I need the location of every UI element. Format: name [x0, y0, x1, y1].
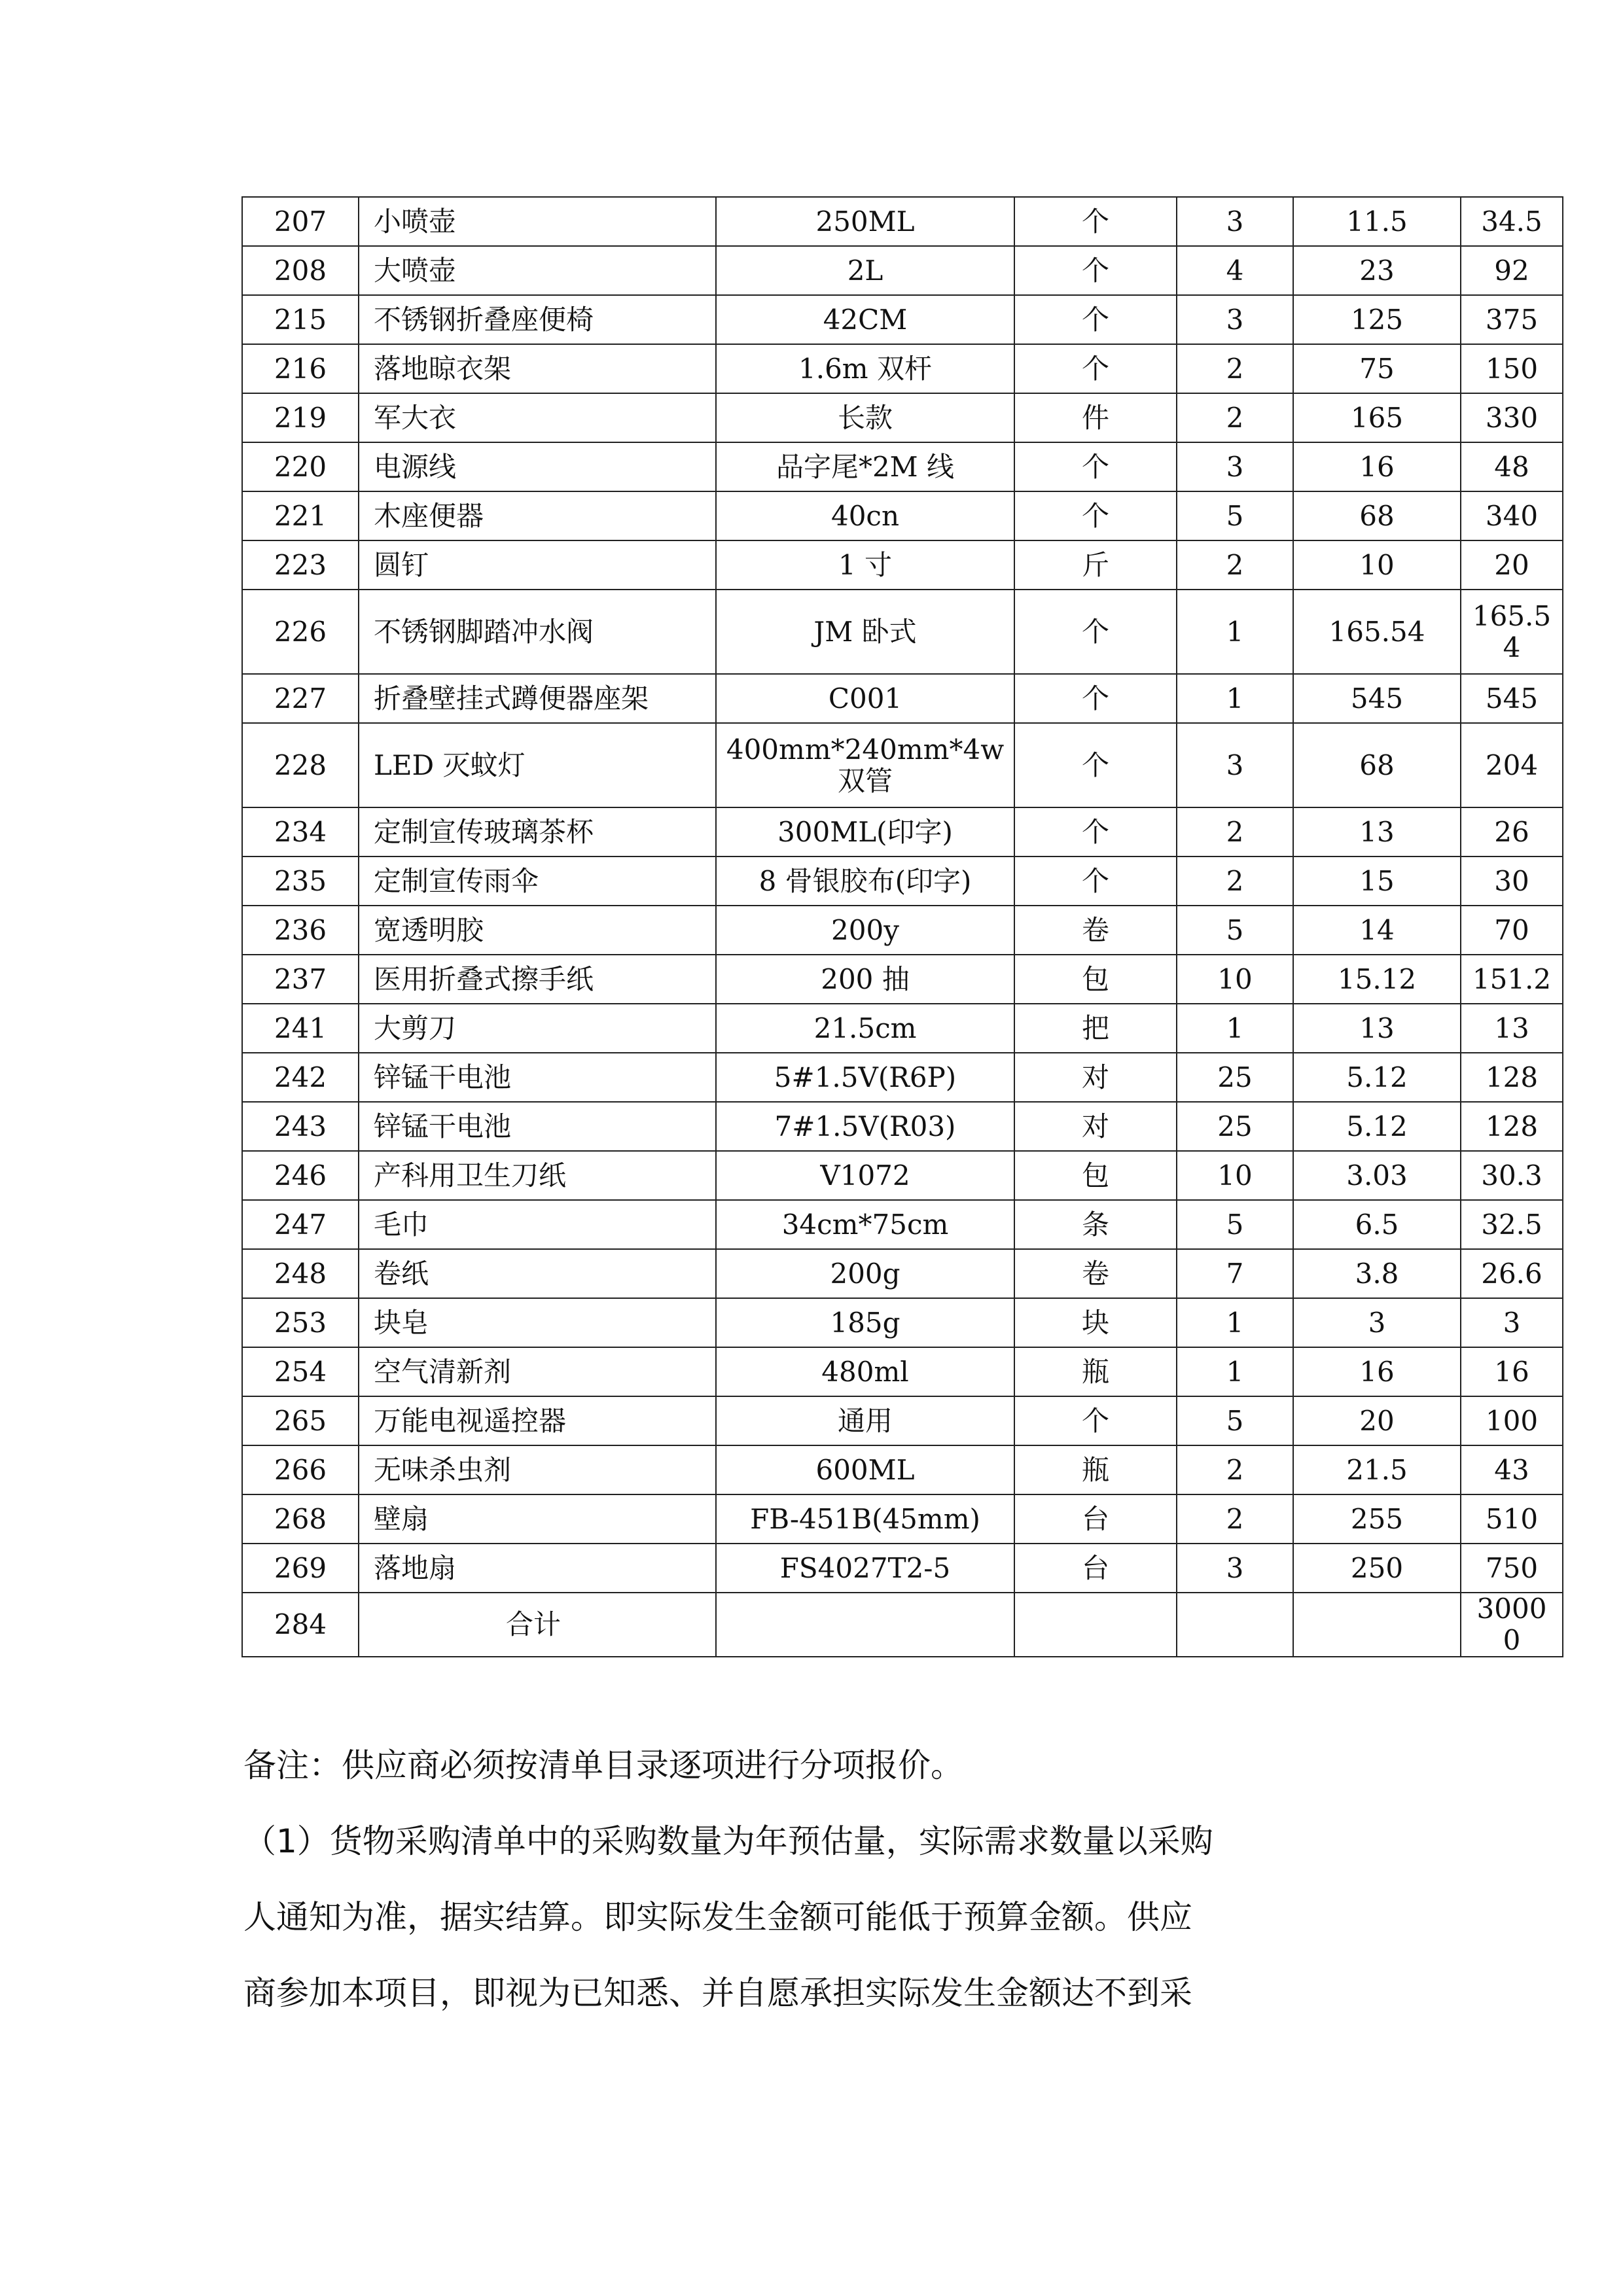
cell-item-unit: 包 — [1014, 955, 1177, 1004]
cell-item-qty: 5 — [1177, 906, 1293, 955]
cell-item-no: 234 — [242, 807, 359, 857]
cell-item-name: 卷纸 — [359, 1249, 716, 1298]
cell-item-name: 万能电视遥控器 — [359, 1396, 716, 1445]
cell-item-no: 219 — [242, 393, 359, 442]
cell-item-price: 68 — [1293, 491, 1461, 540]
cell-item-spec: C001 — [716, 674, 1014, 723]
cell-item-amount: 150 — [1461, 344, 1563, 393]
table-row — [242, 1004, 1563, 1053]
cell-item-no: 221 — [242, 491, 359, 540]
cell-item-price: 545 — [1293, 674, 1461, 723]
cell-item-unit: 个 — [1014, 344, 1177, 393]
cell-item-amount: 165.54 — [1461, 590, 1563, 674]
table-row — [242, 1544, 1563, 1593]
cell-item-name: 定制宣传玻璃茶杯 — [359, 807, 716, 857]
cell-item-name: LED 灭蚊灯 — [359, 723, 716, 807]
cell-item-no: 246 — [242, 1151, 359, 1200]
cell-item-qty: 1 — [1177, 674, 1293, 723]
cell-item-price: 255 — [1293, 1494, 1461, 1544]
cell-item-spec: 300ML(印字) — [716, 807, 1014, 857]
cell-item-price: 15 — [1293, 857, 1461, 906]
table-row — [242, 1445, 1563, 1494]
cell-item-unit: 条 — [1014, 1200, 1177, 1249]
cell-item-spec: JM 卧式 — [716, 590, 1014, 674]
table-row — [242, 1396, 1563, 1445]
cell-item-spec: 42CM — [716, 295, 1014, 344]
cell-item-no: 236 — [242, 906, 359, 955]
cell-item-no: 265 — [242, 1396, 359, 1445]
cell-item-name: 锌锰干电池 — [359, 1102, 716, 1151]
cell-item-name: 医用折叠式擦手纸 — [359, 955, 716, 1004]
table-row — [242, 295, 1563, 344]
cell-item-unit: 台 — [1014, 1494, 1177, 1544]
cell-item-name: 小喷壶 — [359, 197, 716, 246]
cell-item-no: 223 — [242, 540, 359, 590]
cell-item-price: 16 — [1293, 1347, 1461, 1396]
cell-item-amount: 545 — [1461, 674, 1563, 723]
cell-item-qty: 3 — [1177, 723, 1293, 807]
cell-item-qty: 7 — [1177, 1249, 1293, 1298]
cell-item-no: 235 — [242, 857, 359, 906]
cell-item-unit: 块 — [1014, 1298, 1177, 1347]
table-row — [242, 540, 1563, 590]
cell-item-spec: 600ML — [716, 1445, 1014, 1494]
cell-item-spec: 2L — [716, 246, 1014, 295]
cell-item-amount: 100 — [1461, 1396, 1563, 1445]
cell-item-no: 237 — [242, 955, 359, 1004]
cell-item-name: 无味杀虫剂 — [359, 1445, 716, 1494]
cell-item-no: 226 — [242, 590, 359, 674]
cell-item-qty: 25 — [1177, 1102, 1293, 1151]
cell-item-unit: 个 — [1014, 491, 1177, 540]
cell-item-name: 折叠壁挂式蹲便器座架 — [359, 674, 716, 723]
cell-item-spec: 250ML — [716, 197, 1014, 246]
cell-item-qty: 2 — [1177, 344, 1293, 393]
cell-item-amount: 70 — [1461, 906, 1563, 955]
cell-item-name: 电源线 — [359, 442, 716, 491]
cell-item-amount: 510 — [1461, 1494, 1563, 1544]
cell-item-price: 6.5 — [1293, 1200, 1461, 1249]
cell-item-amount: 20 — [1461, 540, 1563, 590]
cell-item-qty: 5 — [1177, 1396, 1293, 1445]
cell-item-qty: 2 — [1177, 857, 1293, 906]
cell-item-spec: 34cm*75cm — [716, 1200, 1014, 1249]
cell-item-price: 75 — [1293, 344, 1461, 393]
cell-item-unit: 个 — [1014, 857, 1177, 906]
cell-item-no: 216 — [242, 344, 359, 393]
cell-total-label: 合计 — [359, 1593, 716, 1657]
cell-item-unit: 瓶 — [1014, 1445, 1177, 1494]
cell-item-price: 165.54 — [1293, 590, 1461, 674]
cell-item-no: 269 — [242, 1544, 359, 1593]
cell-item-name: 产科用卫生刀纸 — [359, 1151, 716, 1200]
table-row — [242, 1102, 1563, 1151]
cell-item-amount: 30 — [1461, 857, 1563, 906]
cell-item-no: 215 — [242, 295, 359, 344]
cell-item-unit: 个 — [1014, 1396, 1177, 1445]
cell-item-amount: 13 — [1461, 1004, 1563, 1053]
cell-item-no: 220 — [242, 442, 359, 491]
cell-item-name: 落地晾衣架 — [359, 344, 716, 393]
remarks-line-3: 人通知为准，据实结算。即实际发生金额可能低于预算金额。供应 — [243, 1898, 1192, 1936]
cell-item-unit: 对 — [1014, 1053, 1177, 1102]
cell-item-unit: 个 — [1014, 442, 1177, 491]
cell-item-spec: 1 寸 — [716, 540, 1014, 590]
cell-item-unit: 个 — [1014, 295, 1177, 344]
cell-item-no: 248 — [242, 1249, 359, 1298]
cell-item-price: 125 — [1293, 295, 1461, 344]
cell-item-unit: 包 — [1014, 1151, 1177, 1200]
cell-item-name: 宽透明胶 — [359, 906, 716, 955]
cell-item-price: 3.8 — [1293, 1249, 1461, 1298]
cell-item-spec: 185g — [716, 1298, 1014, 1347]
table-row — [242, 674, 1563, 723]
table-row — [242, 491, 1563, 540]
table-row — [242, 906, 1563, 955]
cell-item-name: 壁扇 — [359, 1494, 716, 1544]
remarks-line-4: 商参加本项目，即视为已知悉、并自愿承担实际发生金额达不到采 — [243, 1974, 1192, 2012]
cell-item-spec: 8 骨银胶布(印字) — [716, 857, 1014, 906]
cell-item-qty: 25 — [1177, 1053, 1293, 1102]
cell-item-qty: 1 — [1177, 1347, 1293, 1396]
cell-item-amount: 30.3 — [1461, 1151, 1563, 1200]
table-row — [242, 1347, 1563, 1396]
cell-item-qty: 3 — [1177, 295, 1293, 344]
table-row — [242, 393, 1563, 442]
cell-item-qty: 5 — [1177, 491, 1293, 540]
cell-item-name: 定制宣传雨伞 — [359, 857, 716, 906]
cell-item-price: 13 — [1293, 1004, 1461, 1053]
cell-item-no: 247 — [242, 1200, 359, 1249]
cell-item-unit: 斤 — [1014, 540, 1177, 590]
cell-item-spec: 通用 — [716, 1396, 1014, 1445]
cell-item-amount: 92 — [1461, 246, 1563, 295]
table-row — [242, 197, 1563, 246]
cell-item-price: 68 — [1293, 723, 1461, 807]
cell-item-spec: 400mm*240mm*4w 双管 — [716, 723, 1014, 807]
cell-item-no: 266 — [242, 1445, 359, 1494]
cell-item-no: 207 — [242, 197, 359, 246]
cell-item-amount: 32.5 — [1461, 1200, 1563, 1249]
cell-item-unit: 个 — [1014, 674, 1177, 723]
cell-item-qty: 2 — [1177, 393, 1293, 442]
cell-item-amount: 750 — [1461, 1544, 1563, 1593]
cell-item-qty: 2 — [1177, 540, 1293, 590]
cell-item-spec: FB-451B(45mm) — [716, 1494, 1014, 1544]
cell-item-qty: 3 — [1177, 1544, 1293, 1593]
cell-item-unit: 台 — [1014, 1544, 1177, 1593]
cell-item-amount: 204 — [1461, 723, 1563, 807]
table-total-row — [242, 1593, 1563, 1657]
cell-item-no: 208 — [242, 246, 359, 295]
cell-item-qty: 2 — [1177, 1445, 1293, 1494]
table-row — [242, 857, 1563, 906]
cell-item-price: 23 — [1293, 246, 1461, 295]
cell-item-spec: 5#1.5V(R6P) — [716, 1053, 1014, 1102]
cell-item-no: 228 — [242, 723, 359, 807]
cell-item-spec: 200 抽 — [716, 955, 1014, 1004]
cell-item-no: 241 — [242, 1004, 359, 1053]
items-table-body — [242, 197, 1563, 1657]
cell-item-price: 14 — [1293, 906, 1461, 955]
cell-item-price: 10 — [1293, 540, 1461, 590]
cell-item-name: 空气清新剂 — [359, 1347, 716, 1396]
cell-item-qty: 10 — [1177, 1151, 1293, 1200]
cell-item-spec: V1072 — [716, 1151, 1014, 1200]
table-row — [242, 1053, 1563, 1102]
cell-item-unit: 把 — [1014, 1004, 1177, 1053]
cell-item-amount: 128 — [1461, 1053, 1563, 1102]
cell-item-name: 大剪刀 — [359, 1004, 716, 1053]
cell-item-unit: 瓶 — [1014, 1347, 1177, 1396]
cell-item-unit: 件 — [1014, 393, 1177, 442]
table-row — [242, 1249, 1563, 1298]
cell-total-no: 284 — [242, 1593, 359, 1657]
cell-item-price: 11.5 — [1293, 197, 1461, 246]
cell-item-amount: 34.5 — [1461, 197, 1563, 246]
cell-item-price: 5.12 — [1293, 1102, 1461, 1151]
cell-item-name: 大喷壶 — [359, 246, 716, 295]
cell-item-name: 落地扇 — [359, 1544, 716, 1593]
cell-item-spec: FS4027T2-5 — [716, 1544, 1014, 1593]
cell-item-price: 250 — [1293, 1544, 1461, 1593]
cell-item-qty: 3 — [1177, 197, 1293, 246]
cell-item-price: 13 — [1293, 807, 1461, 857]
cell-item-spec: 480ml — [716, 1347, 1014, 1396]
cell-item-amount: 48 — [1461, 442, 1563, 491]
cell-item-amount: 375 — [1461, 295, 1563, 344]
cell-item-price: 20 — [1293, 1396, 1461, 1445]
cell-item-name: 木座便器 — [359, 491, 716, 540]
cell-item-spec: 200g — [716, 1249, 1014, 1298]
cell-item-amount: 151.2 — [1461, 955, 1563, 1004]
cell-item-qty: 5 — [1177, 1200, 1293, 1249]
cell-item-price: 165 — [1293, 393, 1461, 442]
cell-item-qty: 2 — [1177, 807, 1293, 857]
cell-item-spec: 长款 — [716, 393, 1014, 442]
cell-item-qty: 1 — [1177, 590, 1293, 674]
cell-item-spec: 21.5cm — [716, 1004, 1014, 1053]
remarks-line-2: （1）货物采购清单中的采购数量为年预估量，实际需求数量以采购 — [243, 1822, 1213, 1860]
cell-item-amount: 128 — [1461, 1102, 1563, 1151]
cell-item-unit: 个 — [1014, 246, 1177, 295]
remarks-section — [243, 1727, 1421, 2031]
cell-item-name: 不锈钢折叠座便椅 — [359, 295, 716, 344]
cell-item-qty: 1 — [1177, 1298, 1293, 1347]
cell-item-name: 毛巾 — [359, 1200, 716, 1249]
cell-item-amount: 340 — [1461, 491, 1563, 540]
cell-item-spec: 200y — [716, 906, 1014, 955]
procurement-items-table — [241, 196, 1563, 1657]
cell-item-qty: 2 — [1177, 1494, 1293, 1544]
cell-item-no: 268 — [242, 1494, 359, 1544]
table-row — [242, 442, 1563, 491]
cell-item-unit: 卷 — [1014, 1249, 1177, 1298]
table-row — [242, 344, 1563, 393]
cell-item-name: 圆钉 — [359, 540, 716, 590]
cell-item-price: 16 — [1293, 442, 1461, 491]
cell-item-price: 15.12 — [1293, 955, 1461, 1004]
cell-item-spec: 7#1.5V(R03) — [716, 1102, 1014, 1151]
table-row — [242, 590, 1563, 674]
cell-item-price: 3.03 — [1293, 1151, 1461, 1200]
remarks-line-1: 备注：供应商必须按清单目录逐项进行分项报价。 — [243, 1746, 963, 1784]
cell-empty — [1177, 1593, 1293, 1657]
table-row — [242, 1200, 1563, 1249]
cell-item-qty: 4 — [1177, 246, 1293, 295]
cell-item-unit: 个 — [1014, 807, 1177, 857]
cell-item-spec: 品字尾*2M 线 — [716, 442, 1014, 491]
cell-item-amount: 26 — [1461, 807, 1563, 857]
cell-empty — [1293, 1593, 1461, 1657]
cell-item-unit: 个 — [1014, 723, 1177, 807]
cell-item-amount: 330 — [1461, 393, 1563, 442]
cell-item-price: 3 — [1293, 1298, 1461, 1347]
cell-item-qty: 10 — [1177, 955, 1293, 1004]
cell-item-price: 21.5 — [1293, 1445, 1461, 1494]
cell-item-qty: 1 — [1177, 1004, 1293, 1053]
cell-item-spec: 1.6m 双杆 — [716, 344, 1014, 393]
table-row — [242, 1298, 1563, 1347]
cell-item-name: 军大衣 — [359, 393, 716, 442]
cell-item-name: 锌锰干电池 — [359, 1053, 716, 1102]
cell-item-name: 不锈钢脚踏冲水阀 — [359, 590, 716, 674]
cell-item-no: 253 — [242, 1298, 359, 1347]
cell-item-unit: 对 — [1014, 1102, 1177, 1151]
cell-item-amount: 16 — [1461, 1347, 1563, 1396]
cell-empty — [1014, 1593, 1177, 1657]
table-row — [242, 955, 1563, 1004]
table-row — [242, 1151, 1563, 1200]
cell-item-unit: 个 — [1014, 197, 1177, 246]
cell-item-amount: 26.6 — [1461, 1249, 1563, 1298]
cell-item-amount: 3 — [1461, 1298, 1563, 1347]
cell-item-unit: 卷 — [1014, 906, 1177, 955]
cell-item-unit: 个 — [1014, 590, 1177, 674]
cell-empty — [716, 1593, 1014, 1657]
cell-item-amount: 43 — [1461, 1445, 1563, 1494]
cell-item-spec: 40cn — [716, 491, 1014, 540]
cell-total-amount: 30000 — [1461, 1593, 1563, 1657]
cell-item-no: 243 — [242, 1102, 359, 1151]
cell-item-no: 242 — [242, 1053, 359, 1102]
cell-item-name: 块皂 — [359, 1298, 716, 1347]
cell-item-no: 227 — [242, 674, 359, 723]
table-row — [242, 723, 1563, 807]
table-row — [242, 246, 1563, 295]
table-row — [242, 1494, 1563, 1544]
table-row — [242, 807, 1563, 857]
cell-item-price: 5.12 — [1293, 1053, 1461, 1102]
cell-item-no: 254 — [242, 1347, 359, 1396]
cell-item-qty: 3 — [1177, 442, 1293, 491]
